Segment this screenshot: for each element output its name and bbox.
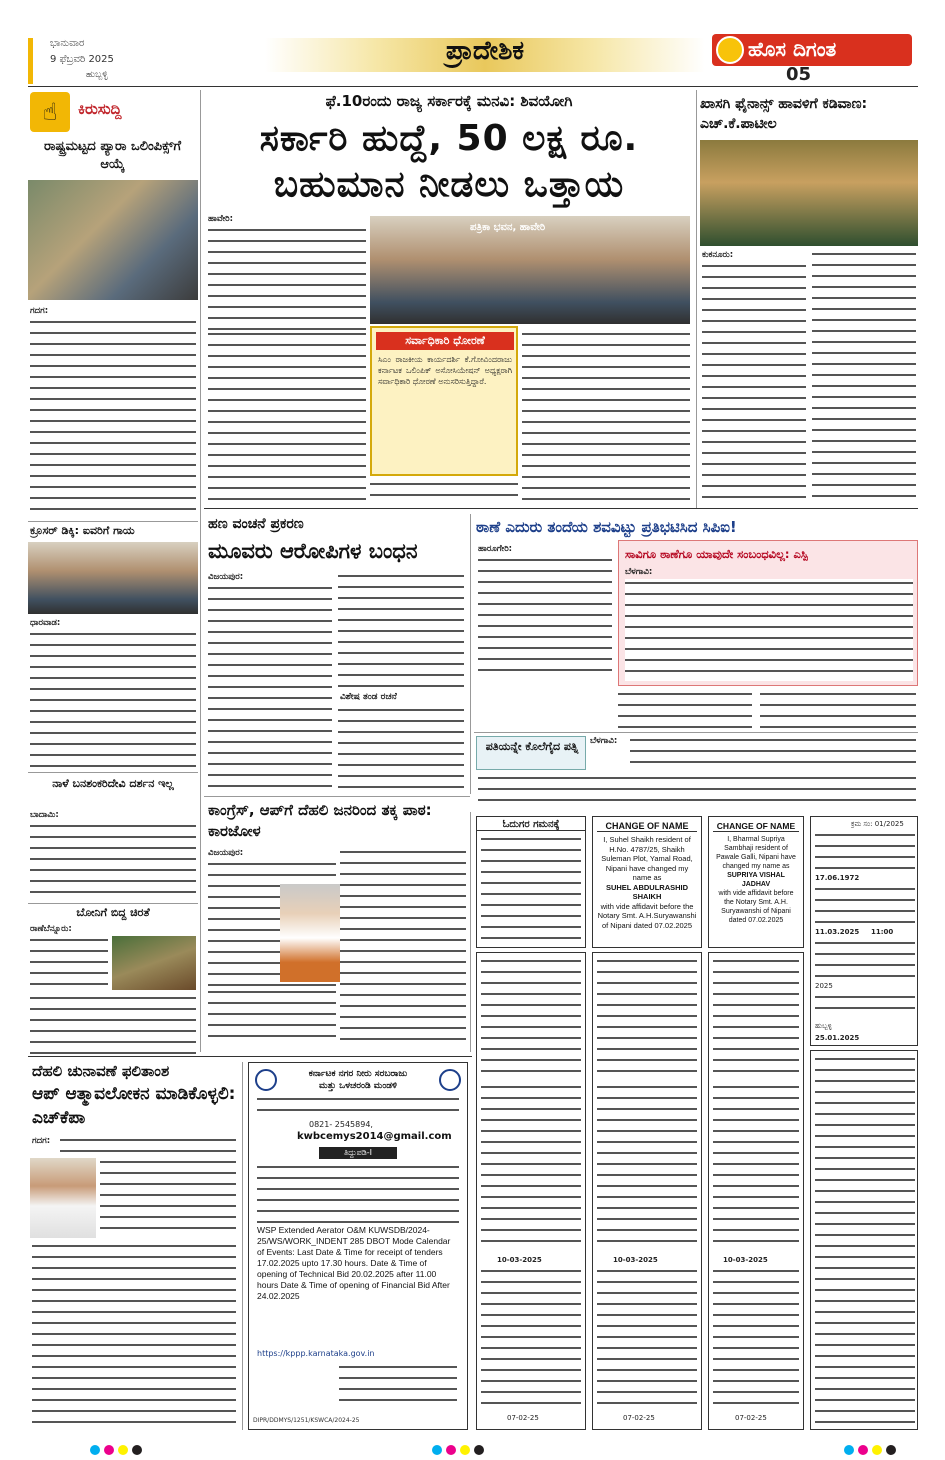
tender-emblem-right [439, 1069, 461, 1091]
congress-dateline: ವಿಜಯಪುರ: [208, 848, 244, 858]
court-notice-3-body-1 [713, 957, 799, 1077]
registration-marks-right [842, 1440, 898, 1459]
tender-website: https://kppp.karnataka.gov.in [257, 1349, 375, 1358]
kirusuddi-item-3-body [30, 822, 196, 900]
right-notice-time: 11:00 [871, 928, 894, 936]
court-notice-3-body-2 [713, 1083, 799, 1251]
masthead [0, 0, 945, 86]
right-notice-body-2 [815, 885, 915, 925]
court-notice-3-body-3 [713, 1267, 799, 1407]
name-change-2-body1: I, Bharmal Supriya Sambhaji resident of Pawale Galli, Nipani have changed my name as [716, 836, 796, 870]
court-notice-2-body-1 [597, 957, 697, 1077]
court-notice-2-body-3 [597, 1267, 697, 1407]
tender-org-2: ಮತ್ತು ಒಳಚರಂಡಿ ಮಂಡಳಿ [319, 1081, 397, 1091]
lead-dateline: ಹಾವೇರಿ: [208, 214, 234, 224]
delhi-dateline: ಗದಗ: [32, 1136, 51, 1146]
tender-notice [248, 1062, 468, 1430]
pullquote-box [370, 326, 518, 476]
fraud-body-col-1 [208, 584, 332, 790]
pullquote-text: ಸಿಎಂ ರಾಜಕೀಯ ಕಾರ್ಯದರ್ಶಿ ಕೆ.ಗೋವಿಂದರಾಜು ಕರ್ನಾಟಕ ಒಲಿಂಪಿಕ್ ಅಸೋಸಿಯೇಷನ್ ಅಧ್ಯಕ್ಷರಾಗಿ ಸರ್ವಾಧಿಕಾರಿ ಧೋರಣೆ ಅನುಸರಿಸುತ್ತಿದ್ದಾರೆ. [378, 355, 512, 386]
court-notice-3-date: 07-02-25 [735, 1414, 767, 1422]
kirusuddi-item-3-dateline: ಬಾದಾಮಿ: [30, 810, 59, 820]
brand-emblem [716, 36, 744, 64]
lead-kicker: ಫೆ.10ರಂದು ರಾಜ್ಯ ಸರ್ಕಾರಕ್ಕೆ ಮನವಿ: ಶಿವಯೋಗಿ [325, 92, 573, 110]
right-notice-body-3 [815, 939, 915, 979]
right-notice-date: 17.06.1972 [815, 874, 860, 882]
finance-body-col-2 [812, 250, 916, 502]
section-title: ಪ್ರಾದೇಶಿಕ [445, 36, 525, 66]
tender-tag: ತಿದ್ದುಪಡಿ-I [319, 1147, 397, 1159]
kirusuddi-item-1-body [30, 318, 196, 516]
finance-body-col-1 [702, 262, 806, 502]
name-change-2-body2: with vide affidavit before the Notary Smt. A.H. Suryawanshi of Nipani dated 07.02.2025 [718, 890, 794, 924]
pullquote-title: ಸರ್ವಾಧಿಕಾರಿ ಧೋರಣೆ [376, 332, 514, 350]
tender-body-kn [257, 1163, 459, 1223]
edition-label: ಹುಬ್ಬಳ್ಳಿ [86, 70, 108, 80]
fraud-subhead: ವಿಶೇಷ ತಂಡ ರಚನೆ [340, 692, 397, 702]
kirusuddi-logo [28, 92, 198, 132]
tender-org-1: ಕರ್ನಾಟಕ ನಗರ ನೀರು ಸರಬರಾಜು [308, 1069, 408, 1079]
delhi-body-col-1 [100, 1158, 236, 1238]
press-meet-banner: ಪತ್ರಿಕಾ ಭವನ, ಹಾವೇರಿ [470, 222, 546, 233]
court-notice-1 [476, 952, 586, 1430]
finance-event-photo [700, 140, 918, 246]
sp-statement-title: ಸಾವಿಗೂ ಠಾಣೆಗೂ ಯಾವುದೇ ಸಂಬಂಧವಿಲ್ಲ: ಎಸ್ಪಿ [625, 547, 808, 561]
name-change-2-title: CHANGE OF NAME [713, 821, 799, 832]
fraud-kicker: ಹಣ ವಂಚನೆ ಪ್ರಕರಣ [208, 516, 304, 532]
accident-photo [28, 542, 198, 614]
right-notice-no: ಕ್ರಮ ಸಂ: 01/2025 [851, 820, 904, 828]
leopard-photo [112, 936, 196, 990]
lead-body-col-3 [522, 330, 690, 502]
protest-body-col-2 [618, 690, 752, 728]
tender-phone: 0821- 2545894, [309, 1120, 373, 1129]
kirusuddi-item-4-body [30, 936, 108, 990]
name-change-1-body2: with vide affidavit before the Notary Smt. A.H.Suryawanshi of Nipani dated 07.02.2025 [597, 901, 697, 930]
kirusuddi-item-2-body [30, 630, 196, 768]
congress-body-col-1b [208, 988, 336, 1044]
kirusuddi-item-2-title: ಕ್ರೂಸರ್ ಡಿಕ್ಕಿ: ಐವರಿಗೆ ಗಾಯ [30, 524, 135, 537]
kirusuddi-item-2-dateline: ಧಾರವಾಡ: [30, 618, 61, 628]
court-notice-1-body-2 [481, 1083, 581, 1251]
wife-headline-box [476, 736, 586, 770]
right-notice-issue-date: 25.01.2025 [815, 1034, 860, 1042]
delhi-body-top [60, 1136, 236, 1156]
finance-dateline: ಕುಕನೂರು: [702, 250, 734, 260]
court-notice-1-body-1 [481, 957, 581, 1077]
tender-signature [339, 1363, 457, 1403]
court-notice-2-hearing: 10-03-2025 [613, 1256, 658, 1264]
wife-dateline: ಬೆಳಗಾವಿ: [590, 736, 618, 746]
registration-marks-left [88, 1440, 144, 1459]
tender-dipr-code: DIPR/DDMYS/1251/KSWCA/2024-25 [253, 1417, 360, 1424]
tender-email: kwbcemys2014@gmail.com [297, 1131, 452, 1142]
kirusuddi-item-4-dateline: ರಾಣೆಬೆನ್ನೂರು: [30, 924, 72, 934]
name-change-notice-2 [708, 816, 804, 948]
tender-address [257, 1095, 459, 1117]
court-notice-2-body-2 [597, 1083, 697, 1251]
name-change-1-new-name: SUHEL ABDULRASHID SHAIKH [605, 882, 689, 901]
right-notice-year: 2025 [815, 982, 833, 990]
sp-statement-dateline: ಬೆಳಗಾವಿ: [625, 567, 653, 577]
kirusuddi-item-1-title: ರಾಷ್ಟ್ರಮಟ್ಟದ ಪ್ಯಾರಾ ಒಲಿಂಪಿಕ್ಸ್‌ಗೆ ಆಯ್ಕೆ [43, 139, 182, 172]
wife-body-top [630, 736, 916, 772]
lead-body-col-2b [370, 480, 518, 502]
delhi-body-col-1b [32, 1242, 236, 1428]
fraud-body-col-2b [338, 706, 464, 790]
name-change-1-title: CHANGE OF NAME [597, 821, 697, 832]
protest-body-col-3 [760, 690, 916, 728]
kirusuddi-item-1-dateline: ಗದಗ: [30, 306, 49, 316]
right-notice-body-4 [815, 993, 915, 1017]
court-notice-1-hearing: 10-03-2025 [497, 1256, 542, 1264]
right-notice-place: ಹುಬ್ಬಳ್ಳಿ [815, 1022, 832, 1030]
court-notice-3 [708, 952, 804, 1430]
court-notice-3-hearing: 10-03-2025 [723, 1256, 768, 1264]
congress-headline: ಕಾಂಗ್ರೆಸ್, ಆಪ್‌ಗೆ ದೆಹಲಿ ಜನರಿಂದ ತಕ್ಕ ಪಾಠ: ಕಾರಜೋಳ [208, 801, 432, 840]
sp-statement-body [625, 579, 913, 681]
right-legal-notice-2 [810, 1050, 918, 1430]
tender-emblem-left [255, 1069, 277, 1091]
kirusuddi-item-4-title: ಬೋನಿಗೆ ಬಿದ್ದ ಚಿರತೆ [76, 906, 150, 919]
brand-name: ಹೊಸ ದಿಗಂತ [748, 37, 837, 61]
wife-headline: ಪತಿಯನ್ನೇ ಕೊಲೆಗೈದ ಪತ್ನಿ [485, 740, 579, 753]
name-change-notice-1 [592, 816, 702, 948]
lead-headline-2: ಬಹುಮಾನ ನೀಡಲು ಒತ್ತಾಯ [273, 164, 625, 205]
readers-notice [476, 816, 586, 948]
kirusuddi-label: ಕಿರುಸುದ್ದಿ [78, 100, 122, 118]
fraud-dateline: ವಿಜಯಪುರ: [208, 572, 244, 582]
name-change-1-body1: I, Suhel Shaikh resident of H.No. 4787/25, Shaikh Suleman Plot, Yamal Road, Nipani have changed my name as [601, 835, 693, 882]
protest-headline: ಠಾಣೆ ಎದುರು ತಂದೆಯ ಶವವಿಟ್ಟು ಪ್ರತಿಭಟಿಸಿದ ಸಿಪಿಐ! [476, 518, 737, 536]
congress-body-col-2 [340, 848, 466, 1044]
finance-headline: ಖಾಸಗಿ ಫೈನಾನ್ಸ್ ಹಾವಳಿಗೆ ಕಡಿವಾಣ: ಎಚ್.ಕೆ.ಪಾಟೀಲ [700, 96, 868, 132]
kirusuddi-item-4-body-2 [30, 994, 196, 1054]
sp-statement-box [618, 540, 918, 686]
wife-body [478, 774, 916, 810]
masthead-rule [28, 86, 918, 87]
lead-body-col-2 [208, 330, 366, 502]
readers-notice-body [481, 835, 581, 943]
right-notice-body-1 [815, 831, 915, 871]
protest-body-col-1 [478, 556, 612, 680]
court-notice-1-date: 07-02-25 [507, 1414, 539, 1422]
right-notice-hearing: 11.03.2025 [815, 928, 860, 936]
color-bar-left [28, 38, 33, 84]
tender-body: WSP Extended Aerator O&M KUWSDB/2024-25/WS/WORK_INDENT 285 DBOT Mode Calendar of Events: Last Date & Time for receipt of tenders 17.02.2025 upto 17.30 hours. Date & Time of opening of Technical Bid 20.02.2025 after 11.00 hours Date & Time of opening of Financial Bid After 24.02.2025 [257, 1225, 451, 1301]
delhi-headline-2: ಆಪ್ ಆತ್ಮಾವಲೋಕನ ಮಾಡಿಕೊಳ್ಳಲಿ: ಎಚ್‌ಕೆಪಾ [32, 1084, 236, 1128]
fraud-body-col-2 [338, 572, 464, 690]
kirusuddi-item-3-title: ನಾಳೆ ಬನಶಂಕರಿದೇವಿ ದರ್ಶನ ಇಲ್ಲ [52, 777, 174, 790]
right-legal-notice [810, 816, 918, 1046]
readers-notice-title: ಓದುಗರ ಗಮನಕ್ಕೆ [477, 819, 585, 831]
page-number: 05 [786, 64, 812, 85]
court-notice-2 [592, 952, 702, 1430]
court-notice-1-body-3 [481, 1267, 581, 1407]
delhi-headline-1: ದೆಹಲಿ ಚುನಾವಣೆ ಫಲಿತಾಂಶ [32, 1062, 170, 1080]
court-notice-2-date: 07-02-25 [623, 1414, 655, 1422]
protest-dateline: ಹಾರೂಗೇರಿ: [478, 544, 513, 554]
date-label: 9 ಫೆಬ್ರವರಿ 2025 [50, 54, 114, 65]
lead-headline-1: ಸರ್ಕಾರಿ ಹುದ್ದೆ, 50 ಲಕ್ಷ ರೂ. [259, 118, 639, 159]
name-change-2-new-name: SUPRIYA VISHAL JADHAV [727, 872, 785, 888]
athlete-photo [28, 180, 198, 300]
hand-icon: ☝ [30, 92, 70, 132]
day-label: ಭಾನುವಾರ [50, 38, 85, 49]
hkpatil-portrait [30, 1158, 96, 1238]
registration-marks-center [430, 1440, 486, 1459]
right-notice-2-body [815, 1055, 915, 1425]
fraud-headline: ಮೂವರು ಆರೋಪಿಗಳ ಬಂಧನ [208, 539, 418, 563]
